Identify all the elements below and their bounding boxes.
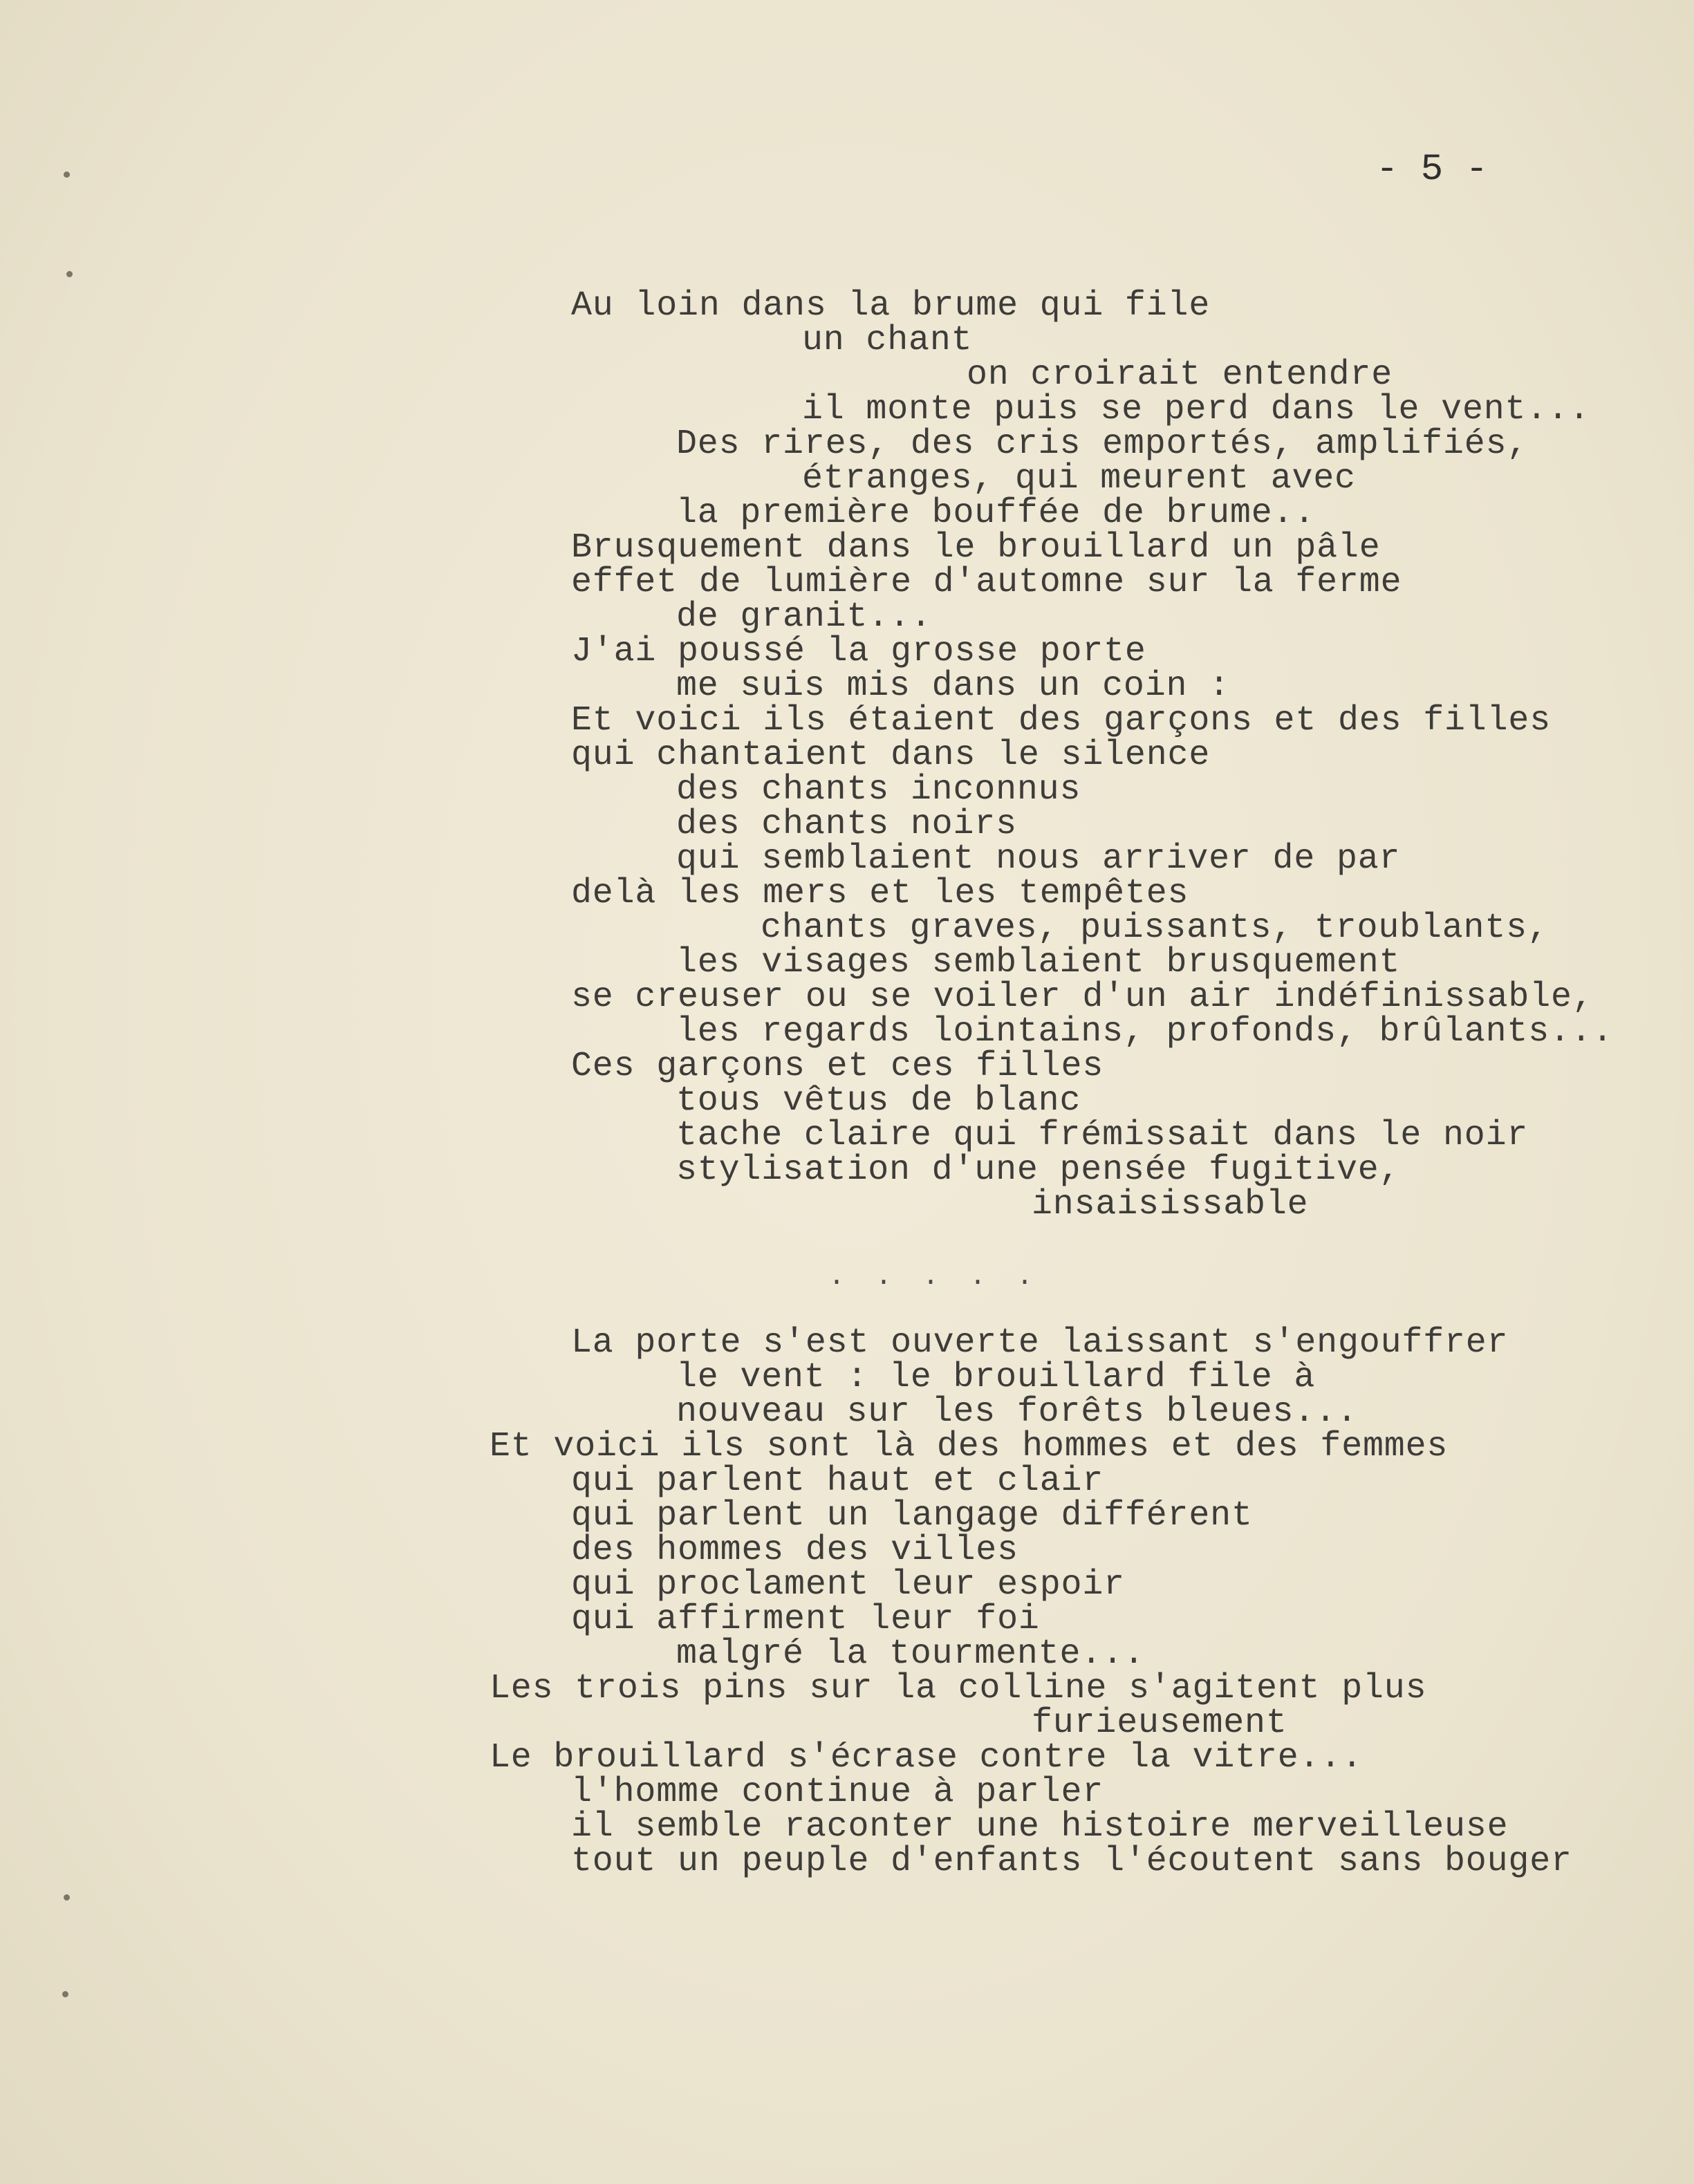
poem-line: qui chantaient dans le silence <box>571 736 1211 775</box>
poem-line: se creuser ou se voiler d'un air indéfinissable, <box>571 978 1594 1017</box>
poem-line: le vent : le brouillard file à <box>676 1358 1316 1397</box>
poem-line: des chants inconnus <box>676 770 1081 810</box>
poem-line: insaisissable <box>1032 1185 1309 1224</box>
poem-line: delà les mers et les tempêtes <box>571 874 1189 913</box>
poem-line: la première bouffée de brume.. <box>676 494 1316 533</box>
poem-line: chants graves, puissants, troublants, <box>761 908 1549 948</box>
poem-line: La porte s'est ouverte laissant s'engouffrer <box>571 1323 1509 1363</box>
poem-line: des chants noirs <box>676 805 1017 844</box>
poem-line: un chant <box>802 321 973 360</box>
poem-line: me suis mis dans un coin : <box>676 666 1230 706</box>
poem-line: de granit... <box>676 597 932 637</box>
punch-hole-mark <box>64 171 70 178</box>
poem-line: qui semblaient nous arriver de par <box>676 839 1401 879</box>
poem-line: on croirait entendre <box>967 355 1393 395</box>
poem-line: l'homme continue à parler <box>571 1773 1104 1812</box>
poem-line: Le brouillard s'écrase contre la vitre... <box>490 1738 1363 1777</box>
poem-line: des hommes des villes <box>571 1531 1018 1570</box>
poem-line: stylisation d'une pensée fugitive, <box>676 1150 1401 1190</box>
section-separator: . . . . . <box>828 1262 1041 1293</box>
poem-line: furieusement <box>1032 1704 1287 1743</box>
poem-line: tout un peuple d'enfants l'écoutent sans bouger <box>571 1842 1572 1881</box>
poem-line: il semble raconter une histoire merveilleuse <box>571 1807 1509 1847</box>
poem-line: les regards lointains, profonds, brûlants... <box>676 1012 1614 1052</box>
poem-line: qui affirment leur foi <box>571 1600 1040 1639</box>
poem-line: J'ai poussé la grosse porte <box>571 632 1146 671</box>
punch-hole-mark <box>66 271 73 277</box>
poem-line: Au loin dans la brume qui file <box>571 286 1211 326</box>
poem-line: il monte puis se perd dans le vent... <box>802 390 1590 429</box>
poem-line: les visages semblaient brusquement <box>676 943 1401 982</box>
poem-line: Brusquement dans le brouillard un pâle <box>571 528 1381 568</box>
poem-line: qui proclament leur espoir <box>571 1565 1125 1605</box>
poem-line: malgré la tourmente... <box>676 1634 1145 1674</box>
poem-line: effet de lumière d'automne sur la ferme <box>571 563 1402 602</box>
poem-line: Ces garçons et ces filles <box>571 1047 1104 1086</box>
poem-line: nouveau sur les forêts bleues... <box>676 1392 1358 1432</box>
poem-line: tache claire qui frémissait dans le noir <box>676 1116 1529 1155</box>
poem-line: qui parlent haut et clair <box>571 1462 1104 1501</box>
poem-line: Les trois pins sur la colline s'agitent plus <box>490 1669 1427 1708</box>
punch-hole-mark <box>64 1894 70 1901</box>
poem-line: Des rires, des cris emportés, amplifiés, <box>676 424 1529 464</box>
punch-hole-mark <box>62 1991 68 1997</box>
poem-line: Et voici ils étaient des garçons et des filles <box>571 701 1552 740</box>
poem-line: étranges, qui meurent avec <box>802 459 1356 498</box>
poem-line: tous vêtus de blanc <box>676 1081 1081 1121</box>
page-number: - 5 - <box>1376 149 1489 191</box>
poem-line: Et voici ils sont là des hommes et des femmes <box>490 1427 1449 1466</box>
poem-line: qui parlent un langage différent <box>571 1496 1253 1536</box>
